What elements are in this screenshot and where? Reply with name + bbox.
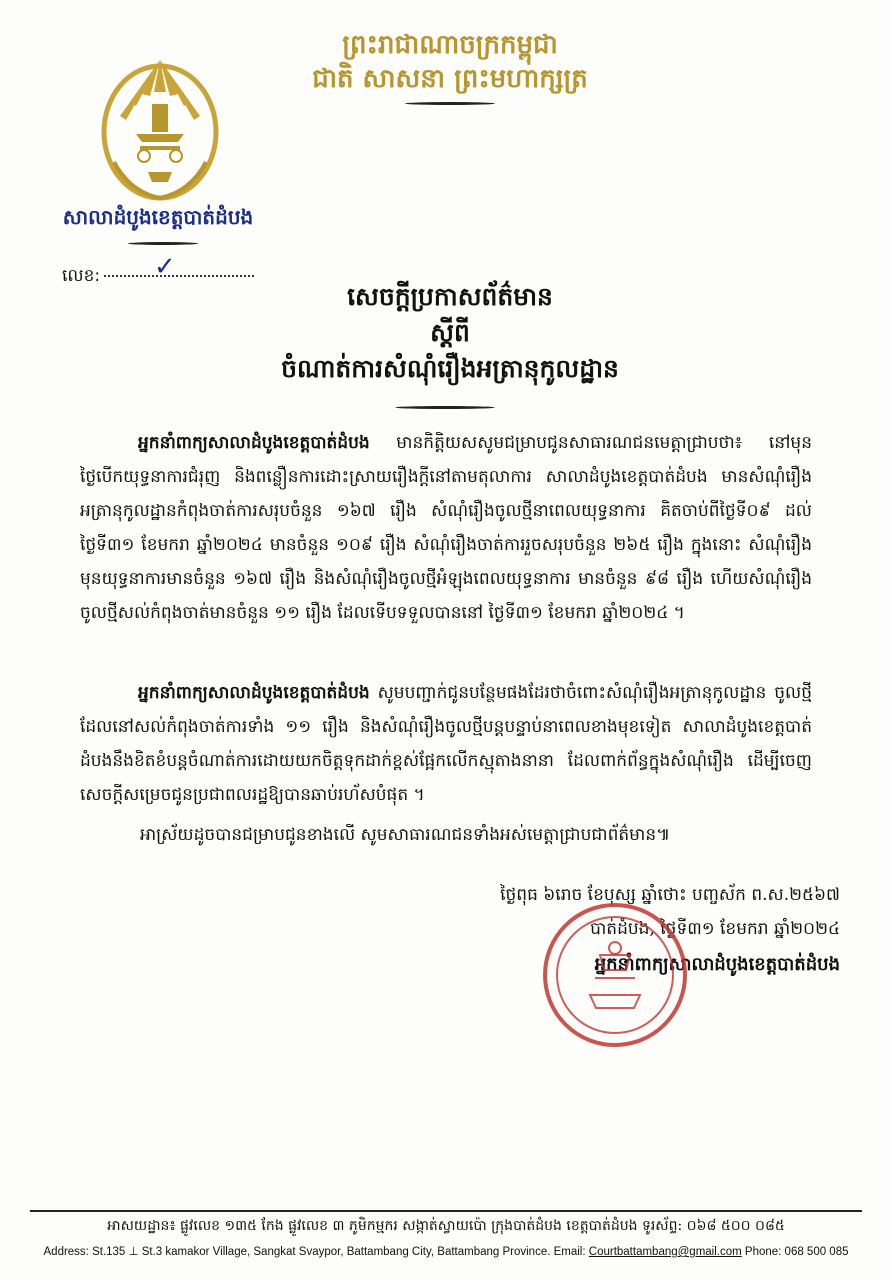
paragraph-2-lead: អ្នកនាំពាក្យសាលាដំបូងខេត្តបាត់ដំបង [138, 683, 370, 703]
footer-phone: Phone: 068 500 085 [741, 1246, 849, 1258]
header-ornament [405, 102, 495, 105]
paragraph-3: អាស្រ័យដូចបានជម្រាបជូនខាងលើ សូមសាធារណជនទាំងអស់មេត្តាជ្រាបជាព័ត៌មាន៕ [140, 825, 671, 845]
doc-title: សេចក្តីប្រកាសព័ត៌មាន [347, 282, 553, 311]
doc-title-about: ស្តីពី [430, 318, 470, 347]
paragraph-1 [80, 426, 812, 630]
title-ornament [395, 406, 495, 409]
official-seal-icon [540, 900, 690, 1050]
issue-date: បាត់ដំបង, ថ្ងៃទី៣១ ខែមករា ឆ្នាំ២០២៤ [590, 919, 840, 939]
doc-subject: ចំណាត់ការសំណុំរឿងអត្រានុកូលដ្ឋាន [281, 354, 619, 383]
paragraph-2-text: សូមបញ្ជាក់ជូនបន្ថែមផងដែរថាចំពោះសំណុំរឿងអត្រានុកូលដ្ឋាន ចូលថ្មីដែលនៅសល់កំពុងចាត់ការទាំង ១១ រឿង និងសំណុំរឿងចូលថ្មីបន្តបន្ទាប់នាពេលខាងមុខទៀត សាលាដំបូងខេត្តបាត់ដំបងនឹងខិតខំបន្តចំណាត់ការដោយយកចិត្តទុកដាក់ខ្ពស់ផ្អែកលើកស្មុតាងនានា ដែលពាក់ព័ន្ធក្នុងសំណុំរឿង ដើម្បីចេញសេចក្តីសម្រេចជូនប្រជាពលរដ្ឋឱ្យបានឆាប់រហ័សបំផុត ។ [80, 683, 812, 805]
reference-label: លេខ: [62, 266, 101, 286]
reference-dots [104, 275, 254, 277]
footer-address-text: Address: St.135 ⊥ St.3 kamakor Village, Sangkat Svaypor, Battambang City, Battambang Province. Email: [43, 1246, 589, 1258]
signer-title: អ្នកនាំពាក្យសាលាដំបូងខេត្តបាត់ដំបង [594, 954, 840, 975]
kingdom-title: ព្រះរាជាណាចក្រកម្ពុជា [342, 30, 558, 60]
paragraph-2 [80, 676, 812, 812]
footer-email-link[interactable]: Courtbattambang@gmail.com [588, 1246, 742, 1258]
footer-address-khmer: អាសយដ្ឋាន៖ ផ្លូវលេខ ១៣៥ កែង ផ្លូវលេខ ៣ ភូមិកម្មករ សង្កាត់ស្វាយប៉ោ ក្រុងបាត់ដំបង ខេត្តបាត់ដំបង ទូរស័ព្ទ: ០៦៨ ៥០០ ០៨៥ [107, 1218, 785, 1234]
footer-divider [30, 1210, 862, 1212]
kingdom-header [300, 28, 600, 96]
paragraph-1-lead: អ្នកនាំពាក្យសាលាដំបូងខេត្តបាត់ដំបង [138, 433, 370, 453]
court-name-ornament [128, 242, 198, 245]
paragraph-1-text: មានកិត្តិយសសូមជម្រាបជូនសាធារណជនមេត្តាជ្រាបថា៖ នៅមុនថ្ងៃបើកយុទ្ធនាការជំរុញ និងពន្លឿនការដោះស្រាយរឿងក្តីនៅតាមតុលាការ សាលាដំបូងខេត្តបាត់ដំបង មានសំណុំរឿងអត្រានុកូលដ្ឋានកំពុងចាត់ការសរុបចំនួន ១៦៧ រឿង សំណុំរឿងចូលថ្មីនាពេលយុទ្ធនាការ គិតចាប់ពីថ្ងៃទី០៩ ដល់ថ្ងៃទី៣១ ខែមករា ឆ្នាំ២០២៤ មានចំនួន ១០៩ រឿង សំណុំរឿងចាត់ការរួចសរុបចំនួន ២៦៥ រឿង ក្នុងនោះ សំណុំរឿងមុនយុទ្ធនាការមានចំនួន ១៦៧ រឿង និងសំណុំរឿងចូលថ្មីអំឡុងពេលយុទ្ធនាការ មានចំនួន ៩៨ រឿង ហើយសំណុំរឿងចូលថ្មីសល់កំពុងចាត់មានចំនួន ១១ រឿង ដែលទើបទទួលបាននៅ ថ្ងៃទី៣១ ខែមករា ឆ្នាំ២០២៤ ។ [80, 433, 812, 623]
kingdom-motto: ជាតិ សាសនា ព្រះមហាក្សត្រ [312, 64, 588, 94]
lunar-date: ថ្ងៃពុធ ៦រោច ខែបុស្ស ឆ្នាំថោះ បញ្ចស័ក ព.ស.២៥៦៧ [500, 885, 840, 905]
court-emblem-icon [100, 52, 220, 202]
footer-address-english [30, 1244, 862, 1258]
checkmark-icon: ✓ [154, 252, 176, 282]
court-name: សាលាដំបូងខេត្តបាត់ដំបង [62, 205, 254, 229]
